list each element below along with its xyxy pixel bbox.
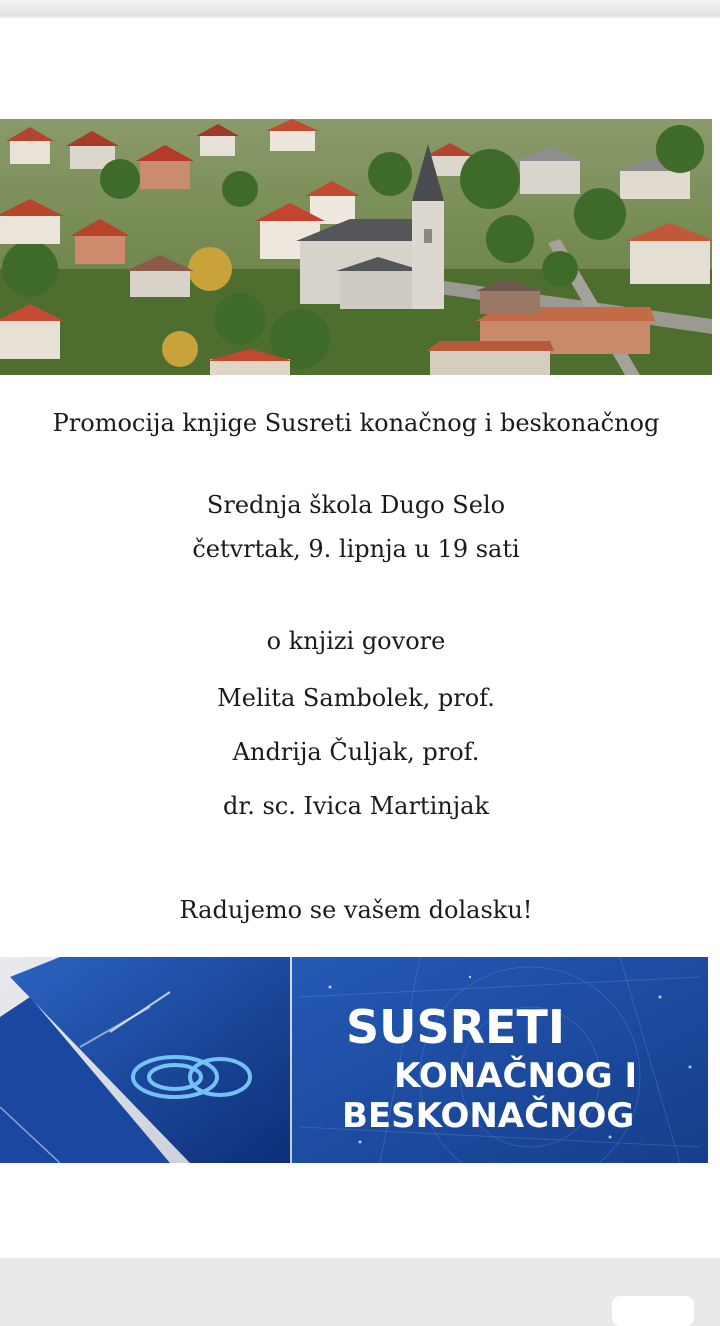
- post-card: [0, 18, 720, 1258]
- speaker-3: dr. sc. Ivica Martinjak: [223, 792, 489, 820]
- event-venue: Srednja škola Dugo Selo: [206, 491, 506, 519]
- event-title: Promocija knjige Susreti konačnog i beskonačnog: [52, 409, 660, 437]
- town-aerial-photo: [0, 119, 712, 375]
- event-datetime: četvrtak, 9. lipnja u 19 sati: [192, 535, 520, 563]
- banner-title-line-3: BESKONAČNOG: [342, 1096, 635, 1136]
- status-bar: [0, 0, 720, 16]
- speaker-2: Andrija Čuljak, prof.: [232, 738, 480, 766]
- book-banner: [0, 957, 708, 1163]
- speaker-1: Melita Sambolek, prof.: [217, 684, 495, 712]
- banner-title-line-1: SUSRETI: [346, 1000, 565, 1054]
- bottom-action-pill[interactable]: [612, 1296, 694, 1326]
- closing-message: Radujemo se vašem dolasku!: [179, 896, 533, 924]
- banner-title-line-2: KONAČNOG I: [394, 1056, 638, 1096]
- speakers-intro: o knjizi govore: [266, 627, 446, 655]
